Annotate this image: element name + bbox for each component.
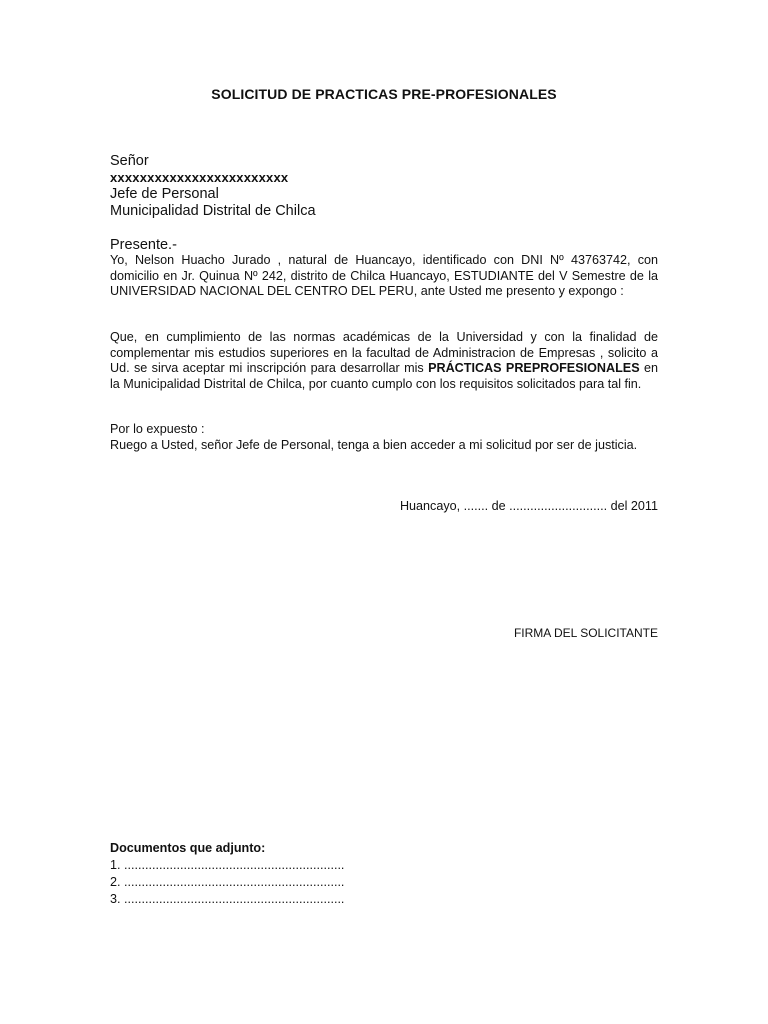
- closing-line-2: Ruego a Usted, señor Jefe de Personal, tenga a bien acceder a mi solicitud por ser de justicia.: [110, 437, 638, 452]
- presente-line: Presente.-: [110, 237, 177, 253]
- signature-label: FIRMA DEL SOLICITANTE: [513, 626, 658, 640]
- addressee-name: xxxxxxxxxxxxxxxxxxxxxxxx: [110, 170, 289, 185]
- attachment-item-3: 3. ...............................................................: [110, 892, 345, 906]
- addressee-salutation: Señor: [110, 153, 149, 169]
- paragraph-request: [110, 330, 658, 392]
- closing-line-1: Por lo expuesto :: [110, 422, 205, 436]
- attachment-item-2: 2. ...............................................................: [110, 875, 345, 889]
- addressee-block: [110, 153, 670, 220]
- attachments-block: [110, 840, 344, 908]
- attachments-title: Documentos que adjunto:: [110, 841, 266, 855]
- paragraph-request-text-before: Que, en cumplimiento de las normas académicas de la Universidad y con la finalidad de complementar mis estudios superiores en la facultad de Administracion de Empresas , solicito a Ud. se sirva aceptar mi inscripción para desarrollar mis: [110, 330, 658, 375]
- paragraph-closing: [110, 422, 658, 453]
- document-title: SOLICITUD DE PRACTICAS PRE-PROFESIONALES: [211, 86, 557, 102]
- paragraph-introduction: Yo, Nelson Huacho Jurado , natural de Huancayo, identificado con DNI Nº 43763742, con domicilio en Jr. Quinua Nº 242, distrito de Chilca Huancayo, ESTUDIANTE del V Semestre de la UNIVERSIDAD NACIONAL DEL CENTRO DEL PERU, ante Usted me presento y expongo :: [110, 253, 658, 298]
- date-line: Huancayo, ....... de ............................ del 2011: [399, 499, 658, 513]
- addressee-institution: Municipalidad Distrital de Chilca: [110, 203, 316, 219]
- addressee-position: Jefe de Personal: [110, 186, 219, 202]
- attachment-item-1: 1. ...............................................................: [110, 858, 345, 872]
- paragraph-request-highlight: PRÁCTICAS PREPROFESIONALES: [428, 361, 640, 375]
- paragraph-request-text-after: en la Municipalidad Distrital de Chilca, por cuanto cumplo con los requisitos solicitados para tal fin.: [110, 361, 658, 391]
